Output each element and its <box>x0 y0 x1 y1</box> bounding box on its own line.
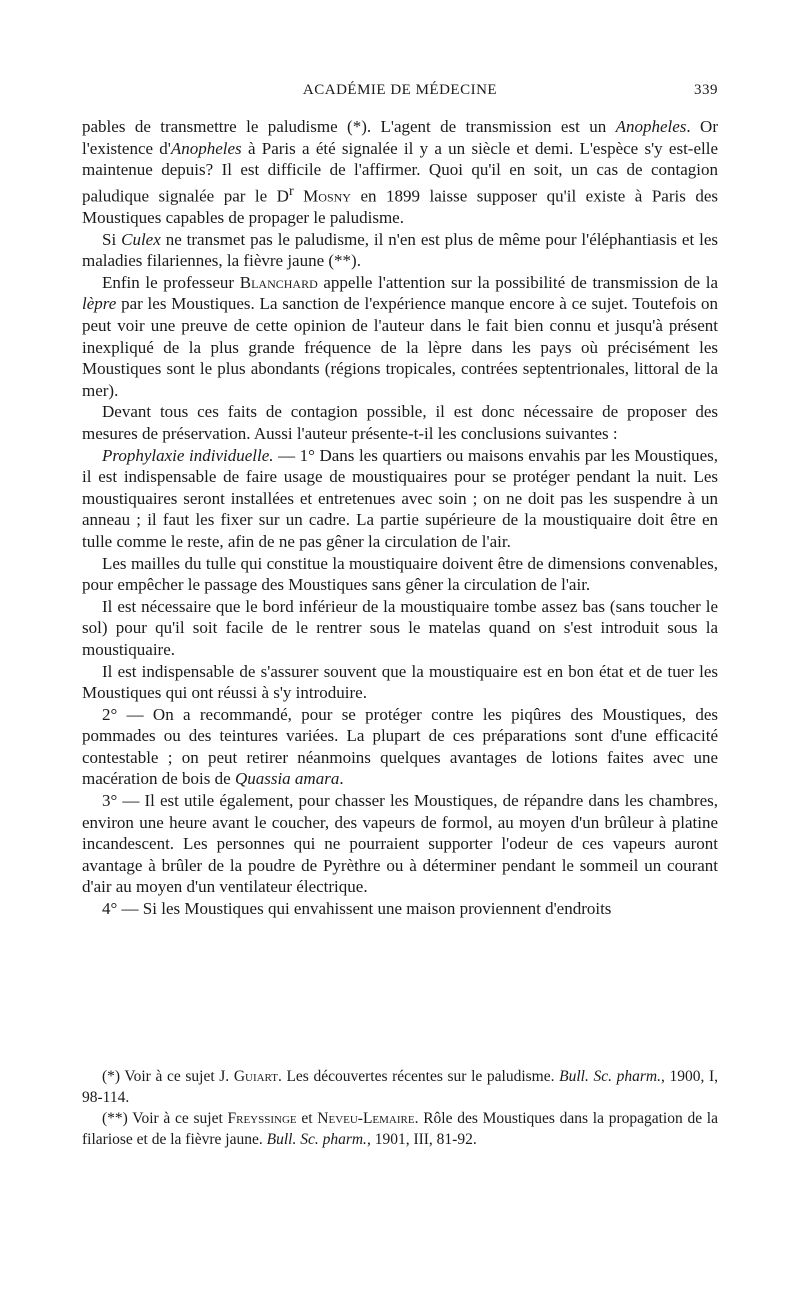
footnotes <box>82 1066 718 1150</box>
paragraph: 3° — Il est utile également, pour chasser les Moustiques, de répandre dans les chambres, environ une heure avant le coucher, des vapeurs de formol, au moyen d'un brûleur à platine incandescent. Les personnes qui ne pourraient supporter l'odeur de ces vapeurs auront avantage à brûler de la poudre de Pyrèthre ou à déterminer pendant le sommeil un courant d'air au moyen d'un ventilateur électrique. <box>82 791 718 897</box>
paragraph: Il est nécessaire que le bord inférieur de la moustiquaire tombe assez bas (sans toucher le sol) pour qu'il soit facile de le rentrer sous le matelas quand on s'est introduit sous la moustiquaire. <box>82 596 718 659</box>
page-number: 339 <box>694 82 718 98</box>
footnote: (*) Voir à ce sujet J. Guiart. Les découvertes récentes sur le paludisme. Bull. Sc. pharm., 1900, I, 98-114. <box>82 1068 718 1106</box>
page-header <box>82 82 718 102</box>
paragraph: pables de transmettre le paludisme (*). L'agent de transmission est un Anopheles. Or l'existence d'Anopheles à Paris a été signalée il y a un siècle et demi. L'espèce s'y est-elle maintenue depuis? Il est difficile de l'affirmer. Quoi qu'il en soit, un cas de contagion paludique signalée par le $D^r$ Mosny en 1899 laisse supposer qu'il existe à Paris des Moustiques capables de propager le paludisme. <box>82 117 718 228</box>
running-title: ACADÉMIE DE MÉDECINE <box>302 82 498 98</box>
paragraph: 2° — On a recommandé, pour se protéger contre les piqûres des Moustiques, des pommades ou des teintures variées. La plupart de ces préparations sont d'une efficacité contestable ; on peut retirer néanmoins quelques avantages de lotions faites avec une macération de bois de Quassia amara. <box>82 704 718 789</box>
paragraph: Devant tous ces faits de contagion possible, il est donc nécessaire de proposer des mesures de préservation. Aussi l'auteur présente-t-il les conclusions suivantes : <box>82 402 718 443</box>
paragraph: Prophylaxie individuelle. — 1° Dans les quartiers ou maisons envahis par les Moustiques, il est indispensable de faire usage de moustiquaires pour se protéger pendant la nuit. Les moustiquaires seront installées et entretenues avec soin ; on ne doit pas les suspendre à un anneau ; il faut les fixer sur un cadre. La partie supérieure de la moustiquaire doit être en tulle comme le reste, afin de ne pas gêner la circulation de l'air. <box>82 445 718 551</box>
paragraph: Si Culex ne transmet pas le paludisme, il n'en est plus de même pour l'éléphantiasis et les maladies filariennes, la fièvre jaune (**). <box>82 229 718 271</box>
paragraph: Il est indispensable de s'assurer souvent que la moustiquaire est en bon état et de tuer les Moustiques qui ont réussi à s'y introduire. <box>82 661 718 703</box>
body-text <box>82 116 718 920</box>
paragraph: Enfin le professeur Blanchard appelle l'attention sur la possibilité de transmission de la lèpre par les Moustiques. La sanction de l'expérience manque encore à ce sujet. Toutefois on peut voir une preuve de cette opinion de l'auteur dans le fait bien connu et jusqu'à présent inexpliqué de la plus grande fréquence de la lèpre dans les pays où précisément les Moustiques sont le plus abondants (régions tropicales, contrées septentrionales, littoral de la mer). <box>82 272 718 400</box>
footnote: (**) Voir à ce sujet Freyssinge et Neveu-Lemaire. Rôle des Moustiques dans la propagation de la filariose et de la fièvre jaune. Bull. Sc. pharm., 1901, III, 81-92. <box>82 1110 718 1148</box>
paragraph: Les mailles du tulle qui constitue la moustiquaire doivent être de dimensions convenables, pour empêcher le passage des Moustiques sans gêner la circulation de l'air. <box>82 553 718 595</box>
paragraph: 4° — Si les Moustiques qui envahissent une maison proviennent d'endroits <box>102 899 612 919</box>
